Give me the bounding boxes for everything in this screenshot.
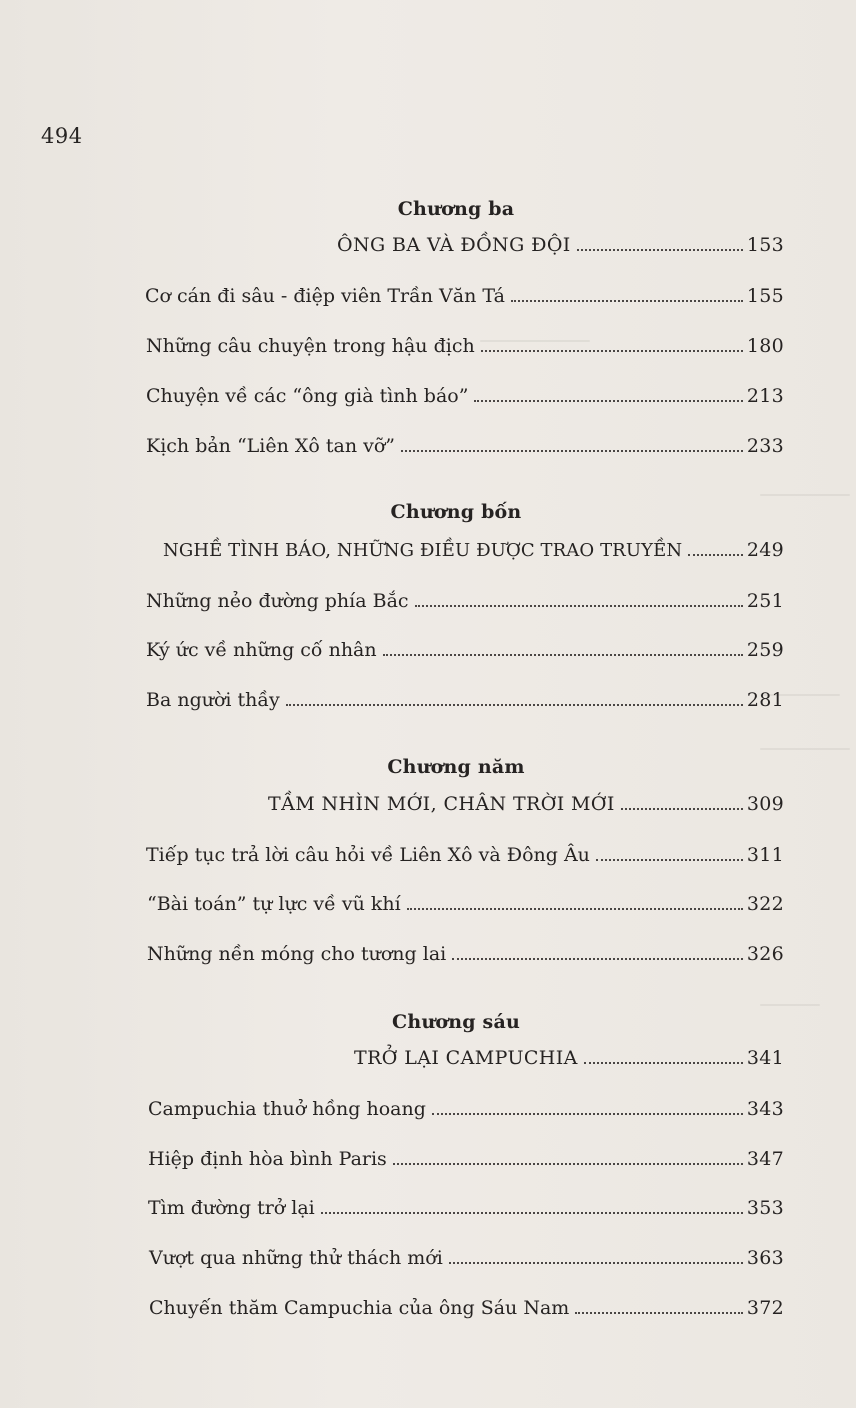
toc-entry[interactable] [147,942,784,966]
page-ref: 363 [746,1247,784,1269]
entry-title: Tìm đường trở lại [148,1197,315,1219]
page-ref: 153 [746,234,784,256]
page-ref: 233 [746,435,784,457]
entry-title: Tiếp tục trả lời câu hỏi về Liên Xô và Đông Âu [146,844,590,866]
entry-title: Ký ức về những cố nhân [146,639,377,661]
chapter-title: TẦM NHÌN MỚI, CHÂN TRỜI MỚI [268,793,615,815]
dot-leader [432,1113,743,1115]
toc-entry[interactable] [149,1246,784,1270]
toc-entry[interactable] [148,1097,784,1121]
page-ref: 322 [746,893,784,915]
page-ref: 353 [746,1197,784,1219]
chapter-heading: Chương năm [387,756,525,778]
dot-leader [407,908,743,910]
dot-leader [415,605,743,607]
page-ref: 343 [746,1098,784,1120]
show-through-mark [760,494,850,496]
toc-entry[interactable] [145,284,784,308]
show-through-mark [760,748,850,750]
entry-title: Những nẻo đường phía Bắc [146,590,409,612]
entry-title: Cơ cán đi sâu - điệp viên Trần Văn Tá [145,285,505,307]
dot-leader [286,704,743,706]
toc-entry[interactable] [148,1147,784,1171]
toc-entry[interactable] [146,843,784,867]
dot-leader [401,450,743,452]
entry-title: Kịch bản “Liên Xô tan vỡ” [146,435,396,457]
entry-title: Campuchia thuở hồng hoang [148,1098,426,1120]
chapter-title: TRỞ LẠI CAMPUCHIA [354,1047,578,1069]
entry-title: Chuyến thăm Campuchia của ông Sáu Nam [149,1297,570,1319]
page-number: 494 [41,124,83,148]
dot-leader [596,859,743,861]
show-through-mark [760,1004,820,1006]
chapter-title-row[interactable] [354,1046,784,1070]
entry-title: “Bài toán” tự lực về vũ khí [147,893,401,915]
dot-leader [383,654,743,656]
chapter-heading: Chương bốn [390,501,522,523]
toc-entry[interactable] [148,1196,784,1220]
entry-title: Hiệp định hòa bình Paris [148,1148,387,1170]
dot-leader [575,1312,743,1314]
dot-leader [688,554,743,556]
dot-leader [449,1262,743,1264]
page-ref: 372 [746,1297,784,1319]
dot-leader [584,1062,743,1064]
dot-leader [621,808,743,810]
page-ref: 155 [746,285,784,307]
page-ref: 213 [746,385,784,407]
chapter-title: ÔNG BA VÀ ĐỒNG ĐỘI [337,234,571,256]
page-ref: 251 [746,590,784,612]
dot-leader [577,249,743,251]
dot-leader [393,1163,743,1165]
chapter-title: NGHỀ TÌNH BÁO, NHỮNG ĐIỀU ĐƯỢC TRAO TRUYỀN [163,540,683,561]
page-ref: 259 [746,639,784,661]
chapter-title-row[interactable] [268,792,784,816]
toc-entry[interactable] [146,688,784,712]
chapter-heading: Chương sáu [392,1011,520,1033]
dot-leader [474,400,742,402]
page-ref: 311 [746,844,784,866]
toc-entry[interactable] [146,334,784,358]
dot-leader [511,300,743,302]
entry-title: Những câu chuyện trong hậu địch [146,335,475,357]
entry-title: Chuyện về các “ông già tình báo” [146,385,469,407]
chapter-title-row[interactable] [163,538,784,563]
entry-title: Ba người thầy [146,689,280,711]
toc-entry[interactable] [146,434,784,458]
page-ref: 180 [746,335,784,357]
page-ref: 326 [746,943,784,965]
page-ref: 281 [746,689,784,711]
dot-leader [321,1212,743,1214]
entry-title: Vượt qua những thử thách mới [149,1247,443,1269]
dot-leader [481,350,743,352]
toc-entry[interactable] [146,589,784,613]
page-ref: 347 [746,1148,784,1170]
page-ref: 309 [746,793,784,815]
chapter-heading: Chương ba [397,198,515,220]
toc-entry[interactable] [147,892,784,916]
entry-title: Những nền móng cho tương lai [147,943,447,965]
toc-entry[interactable] [149,1296,784,1320]
page-ref: 341 [746,1047,784,1069]
page-ref: 249 [746,539,784,561]
chapter-title-row[interactable] [337,233,784,257]
dot-leader [452,958,743,960]
toc-entry[interactable] [146,384,784,408]
toc-entry[interactable] [146,638,784,662]
